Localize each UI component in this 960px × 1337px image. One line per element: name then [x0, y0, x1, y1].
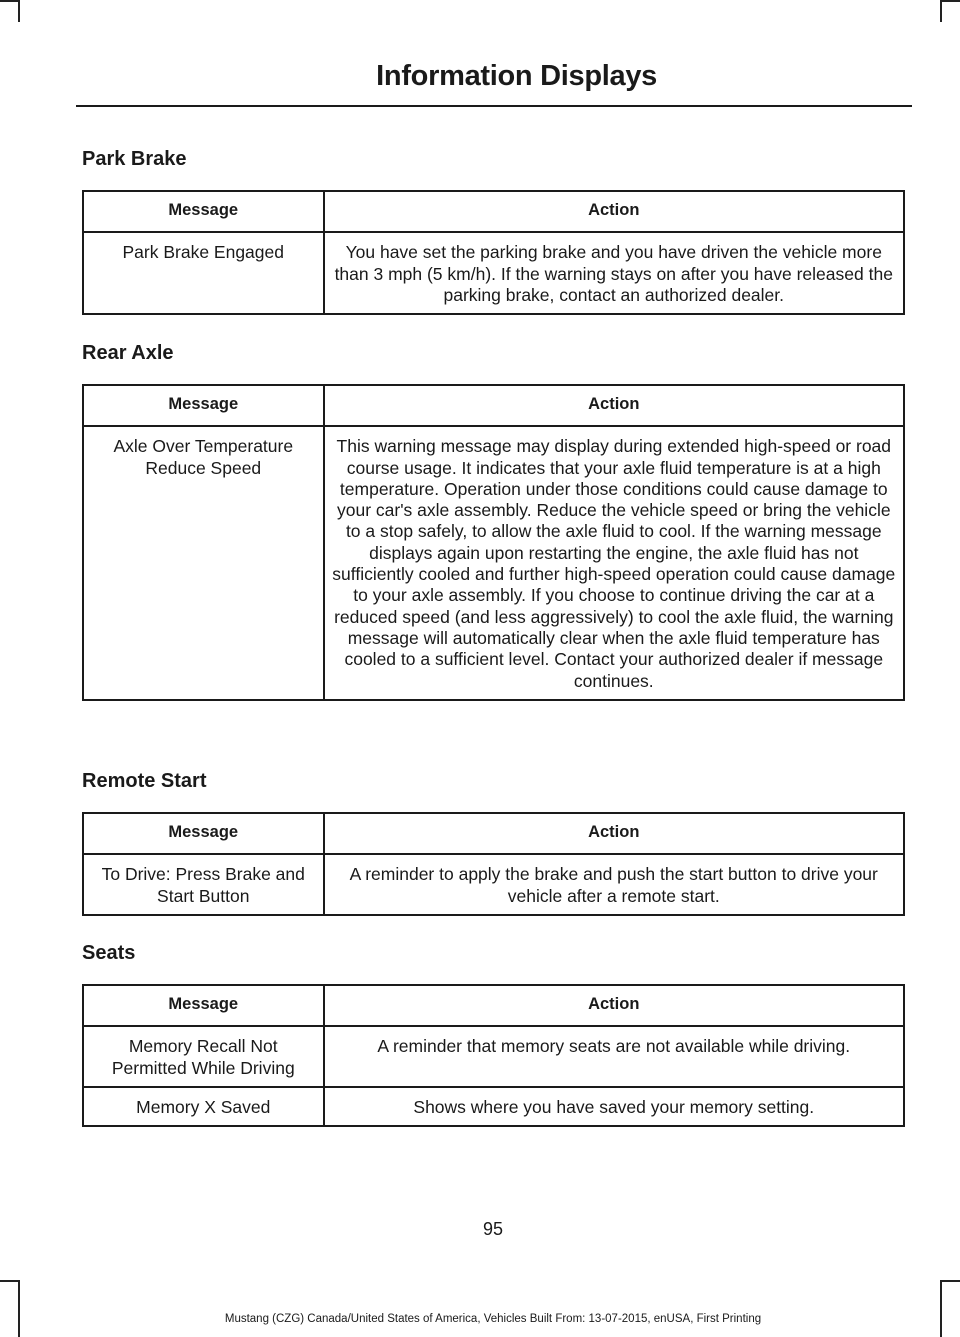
message-cell: Axle Over Temperature Reduce Speed [83, 426, 324, 700]
message-cell: Park Brake Engaged [83, 232, 324, 314]
action-cell: A reminder that memory seats are not available while driving. [324, 1026, 904, 1087]
column-header-message: Message [83, 985, 324, 1026]
crop-mark [0, 1280, 20, 1282]
action-cell: Shows where you have saved your memory setting. [324, 1087, 904, 1126]
table-header-row [83, 985, 904, 1026]
table-row [83, 232, 904, 314]
action-cell: You have set the parking brake and you have driven the vehicle more than 3 mph (5 km/h). If the warning stays on after you have released the parking brake, contact an authorized dealer. [324, 232, 905, 314]
section-title-rear-axle: Rear Axle [82, 342, 174, 364]
crop-mark [940, 0, 960, 2]
crop-mark [18, 0, 20, 22]
table-row [83, 426, 904, 700]
remote-start-table [82, 812, 905, 916]
section-title-seats: Seats [82, 942, 136, 964]
table-row [83, 854, 904, 915]
column-header-action: Action [324, 813, 904, 854]
crop-mark [18, 1280, 20, 1337]
message-cell: Memory X Saved [83, 1087, 324, 1126]
section-title-remote-start: Remote Start [82, 770, 207, 792]
table-row [83, 1087, 904, 1126]
column-header-action: Action [324, 985, 904, 1026]
rear-axle-table [82, 384, 905, 701]
page-title: Information Displays [376, 60, 657, 92]
page-number: 95 [482, 1219, 504, 1239]
table-header-row [83, 385, 904, 426]
table-header-row [83, 813, 904, 854]
column-header-message: Message [83, 191, 324, 232]
crop-mark [0, 0, 20, 2]
crop-mark [940, 1280, 942, 1337]
park-brake-table [82, 190, 905, 315]
column-header-message: Message [83, 813, 324, 854]
crop-mark [940, 0, 942, 22]
seats-table [82, 984, 905, 1127]
footer-text: Mustang (CZG) Canada/United States of America, Vehicles Built From: 13-07-2015, enUSA, First Printing [224, 1313, 762, 1325]
message-cell: To Drive: Press Brake and Start Button [83, 854, 324, 915]
crop-mark [940, 1280, 960, 1282]
table-row [83, 1026, 904, 1087]
message-cell: Memory Recall Not Permitted While Driving [83, 1026, 324, 1087]
section-title-park-brake: Park Brake [82, 148, 187, 170]
column-header-action: Action [324, 191, 905, 232]
action-cell: A reminder to apply the brake and push the start button to drive your vehicle after a remote start. [324, 854, 904, 915]
table-header-row [83, 191, 904, 232]
column-header-message: Message [83, 385, 324, 426]
header-divider [76, 105, 912, 107]
action-cell: This warning message may display during extended high-speed or road course usage. It indicates that your axle fluid temperature is at a high temperature. Operation under those conditions could cause damage to your car's axle assembly. Reduce the vehicle speed or bring the vehicle to a stop safely, to allow the axle fluid to cool. If the warning message displays again upon restarting the engine, the axle fluid has not sufficiently cooled and further high-speed operation could cause damage to your axle assembly. If you choose to continue driving the car at a reduced speed (and less aggressively) to cool the axle fluid, the warning message will automatically clear when the axle fluid temperature has cooled to a sufficient level. Contact your authorized dealer if message continues. [324, 426, 904, 700]
column-header-action: Action [324, 385, 904, 426]
